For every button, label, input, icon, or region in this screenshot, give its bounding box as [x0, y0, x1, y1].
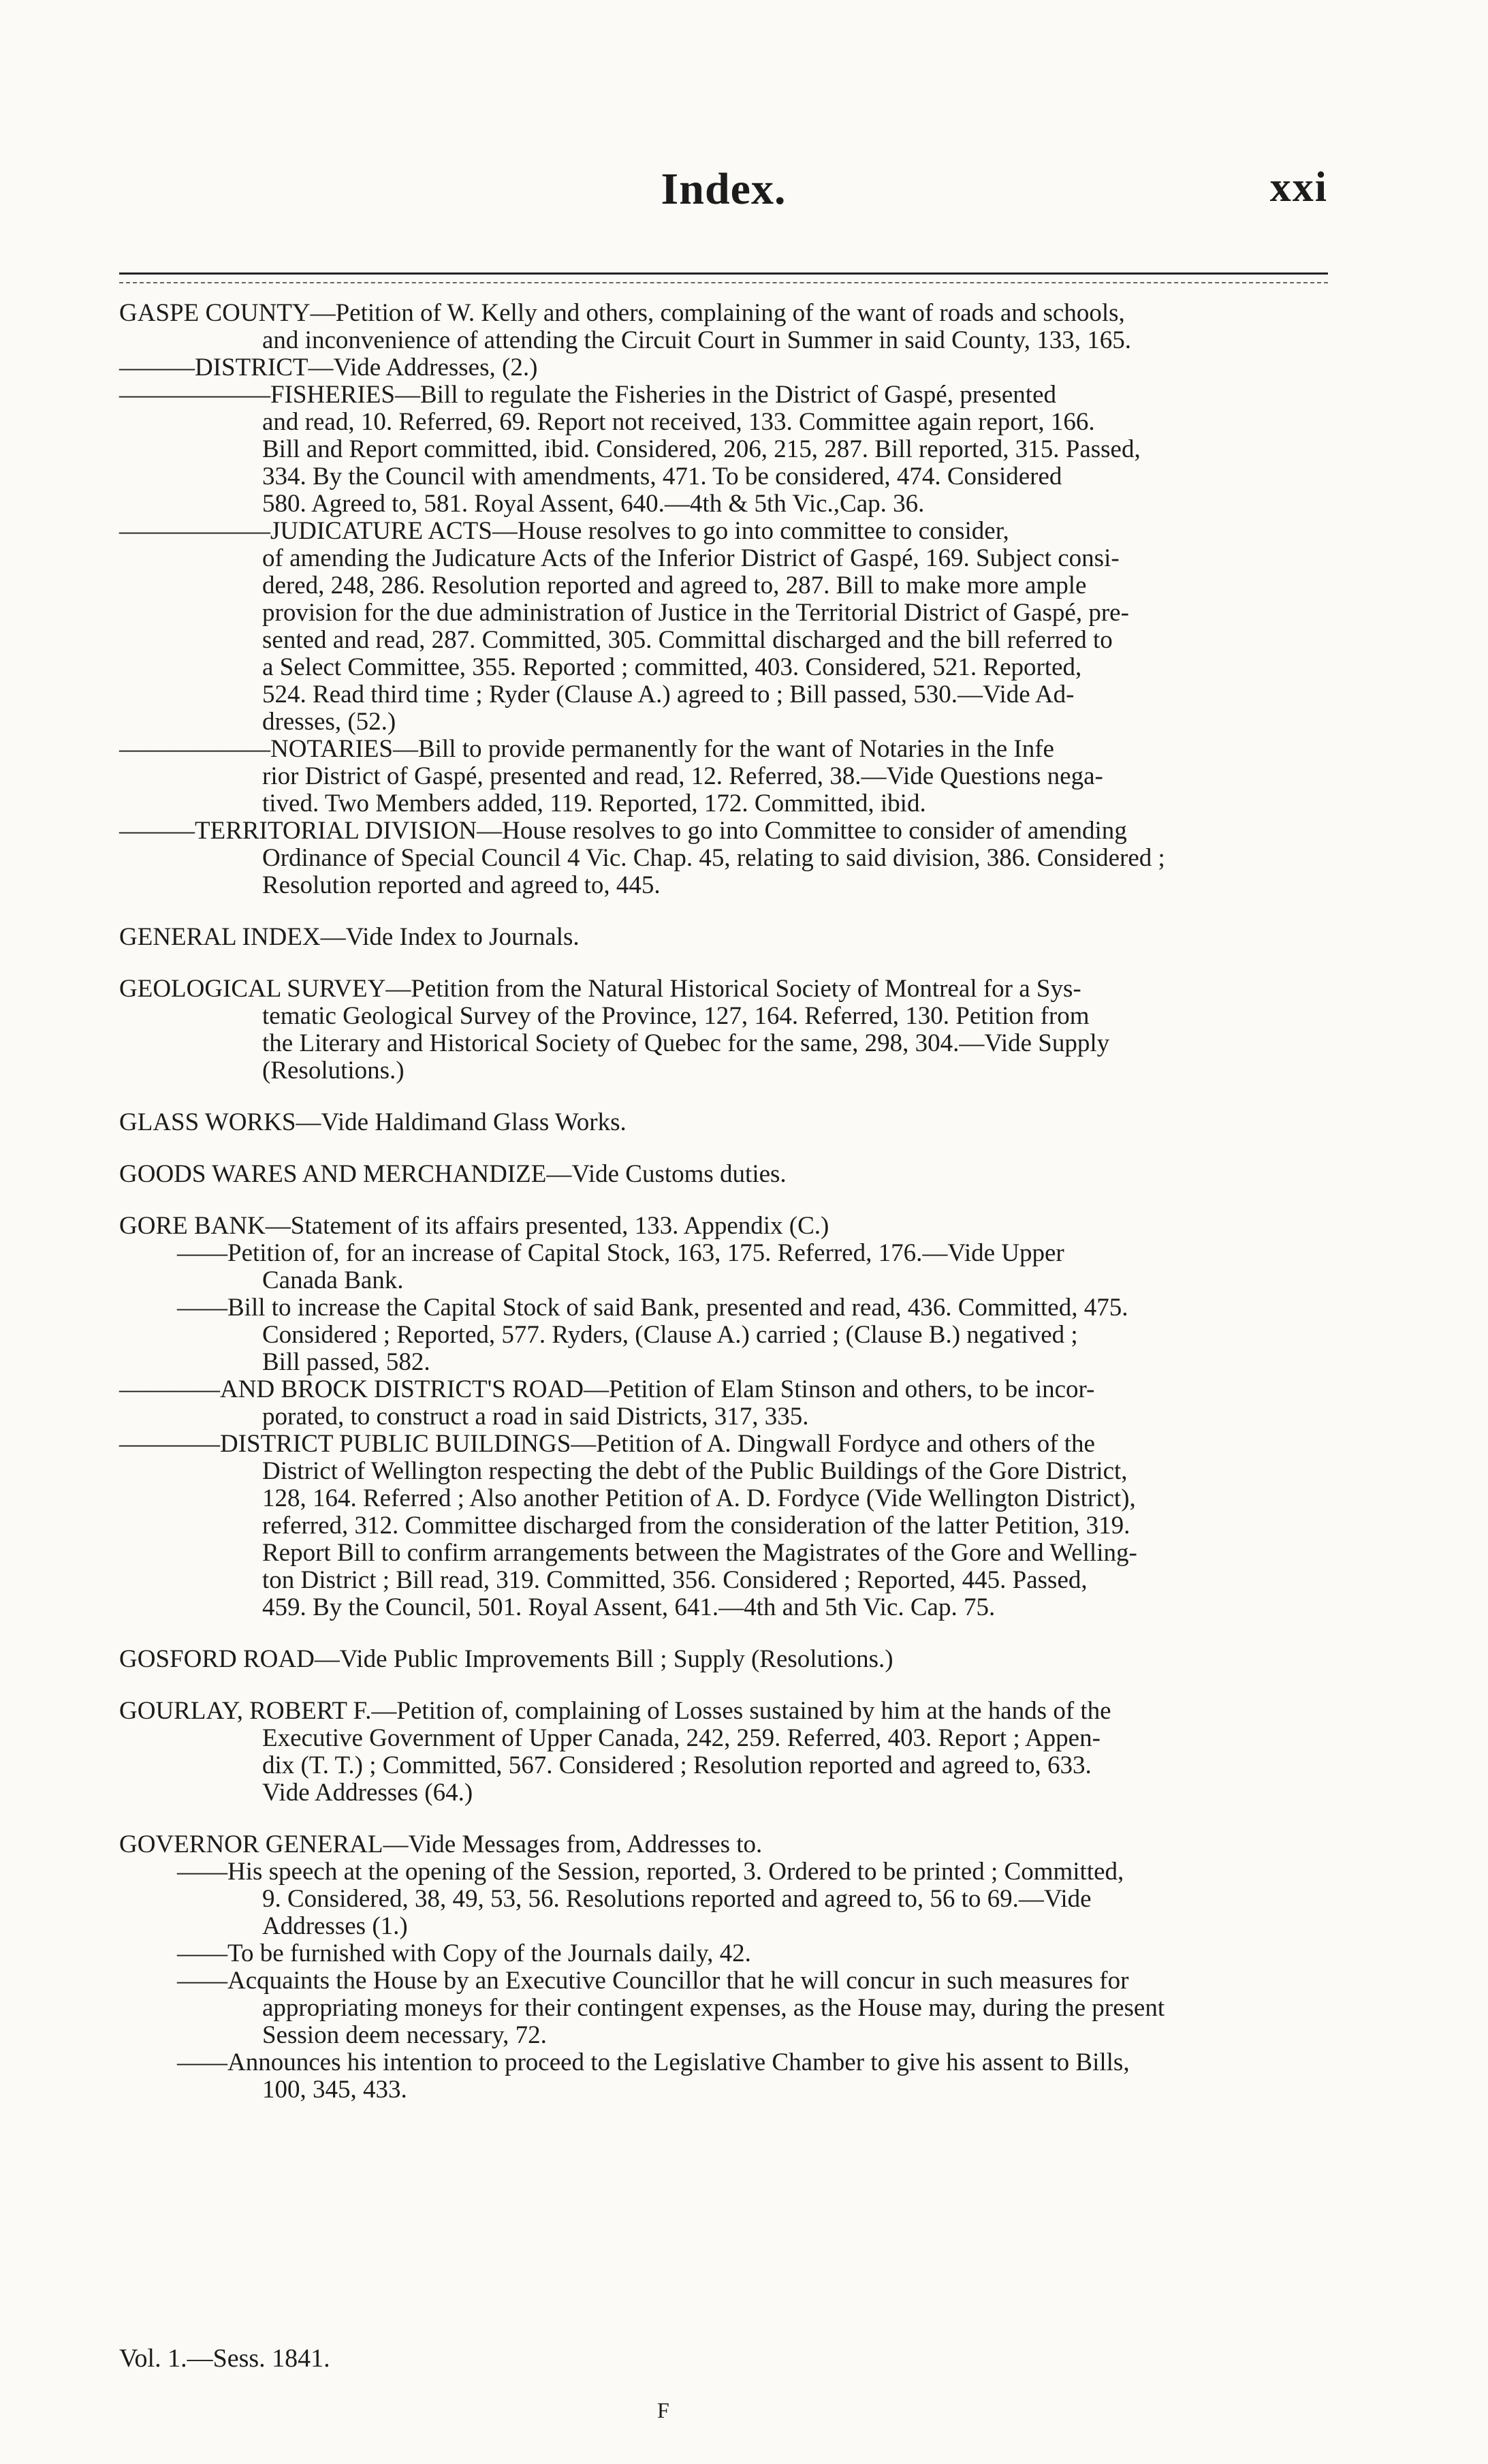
index-line: sented and read, 287. Committed, 305. Committal discharged and the bill referred to — [262, 626, 1113, 654]
index-line: ———TERRITORIAL DIVISION—House resolves to go into Committee to consider of amending — [119, 817, 1127, 845]
index-entry — [119, 300, 1328, 899]
index-entry — [119, 1161, 1328, 1188]
index-line: (Resolutions.) — [262, 1057, 405, 1085]
index-line: tematic Geological Survey of the Province, 127, 164. Referred, 130. Petition from — [262, 1002, 1090, 1030]
index-line: ———DISTRICT—Vide Addresses, (2.) — [119, 354, 538, 381]
index-line: GOURLAY, ROBERT F.—Petition of, complaining of Losses sustained by him at the hands of the — [119, 1697, 1111, 1725]
index-entry — [119, 1831, 1328, 2104]
index-line: Session deem necessary, 72. — [262, 2021, 547, 2049]
index-line: ——————FISHERIES—Bill to regulate the Fisheries in the District of Gaspé, presented — [119, 381, 1056, 409]
index-line: 100, 345, 433. — [262, 2076, 407, 2104]
index-line: 9. Considered, 38, 49, 53, 56. Resolutions reported and agreed to, 56 to 69.—Vide — [262, 1885, 1092, 1913]
footer-volume: Vol. 1.—Sess. 1841. — [119, 2344, 330, 2373]
index-line: GEOLOGICAL SURVEY—Petition from the Natural Historical Society of Montreal for a Sys- — [119, 975, 1081, 1003]
index-line: Considered ; Reported, 577. Ryders, (Clause A.) carried ; (Clause B.) negatived ; — [262, 1321, 1078, 1349]
header-rule — [119, 272, 1328, 275]
index-line: dresses, (52.) — [262, 708, 396, 736]
index-line: GOVERNOR GENERAL—Vide Messages from, Addresses to. — [119, 1830, 763, 1858]
index-entry — [119, 1698, 1328, 1807]
index-entry — [119, 1109, 1328, 1136]
index-line: provision for the due administration of Justice in the Territorial District of Gaspé, pre- — [262, 599, 1129, 627]
index-line: Resolution reported and agreed to, 445. — [262, 871, 661, 899]
index-line: rior District of Gaspé, presented and read, 12. Referred, 38.—Vide Questions nega- — [262, 762, 1103, 790]
index-line: tived. Two Members added, 119. Reported, 172. Committed, ibid. — [262, 790, 926, 817]
index-line: and read, 10. Referred, 69. Report not received, 133. Committee again report, 166. — [262, 408, 1095, 436]
index-line: 459. By the Council, 501. Royal Assent, 641.—4th and 5th Vic. Cap. 75. — [262, 1593, 996, 1621]
index-line: Bill and Report committed, ibid. Considered, 206, 215, 287. Bill reported, 315. Passed, — [262, 435, 1141, 463]
index-line: ——Announces his intention to proceed to the Legislative Chamber to give his assent to Bills, — [177, 2048, 1130, 2076]
index-line: GLASS WORKS—Vide Haldimand Glass Works. — [119, 1108, 627, 1136]
index-line: ——His speech at the opening of the Session, reported, 3. Ordered to be printed ; Committed, — [177, 1858, 1124, 1886]
index-content — [119, 300, 1328, 2128]
index-line: 524. Read third time ; Ryder (Clause A.) agreed to ; Bill passed, 530.—Vide Ad- — [262, 681, 1075, 708]
index-line: Ordinance of Special Council 4 Vic. Chap. 45, relating to said division, 386. Considered ; — [262, 844, 1165, 872]
index-line: dix (T. T.) ; Committed, 567. Considered ; Resolution reported and agreed to, 633. — [262, 1751, 1092, 1779]
index-line: ——To be furnished with Copy of the Journals daily, 42. — [177, 1939, 751, 1967]
header-rule-dashed — [119, 282, 1328, 283]
page-title: Index. — [661, 164, 787, 214]
index-line: ——————JUDICATURE ACTS—House resolves to go into committee to consider, — [119, 517, 1009, 545]
index-line: ————DISTRICT PUBLIC BUILDINGS—Petition of A. Dingwall Fordyce and others of the — [119, 1430, 1095, 1458]
index-line: GOODS WARES AND MERCHANDIZE—Vide Customs duties. — [119, 1160, 787, 1188]
page-header — [119, 163, 1328, 225]
index-line: porated, to construct a road in said Districts, 317, 335. — [262, 1403, 809, 1431]
index-line: a Select Committee, 355. Reported ; committed, 403. Considered, 521. Reported, — [262, 653, 1082, 681]
footer-signature: F — [657, 2398, 669, 2422]
index-entry — [119, 1646, 1328, 1673]
index-entry — [119, 976, 1328, 1085]
index-line: ——Petition of, for an increase of Capital Stock, 163, 175. Referred, 176.—Vide Upper — [177, 1239, 1064, 1267]
index-entry — [119, 1213, 1328, 1621]
index-line: Vide Addresses (64.) — [262, 1779, 473, 1807]
index-line: GOSFORD ROAD—Vide Public Improvements Bill ; Supply (Resolutions.) — [119, 1645, 893, 1673]
index-line: Addresses (1.) — [262, 1912, 408, 1940]
index-line: of amending the Judicature Acts of the Inferior District of Gaspé, 169. Subject consi- — [262, 544, 1120, 572]
index-line: referred, 312. Committee discharged from the consideration of the latter Petition, 319. — [262, 1512, 1130, 1540]
index-line: GORE BANK—Statement of its affairs presented, 133. Appendix (C.) — [119, 1212, 829, 1240]
index-line: Executive Government of Upper Canada, 242, 259. Referred, 403. Report ; Appen- — [262, 1724, 1101, 1752]
index-line: ton District ; Bill read, 319. Committed, 356. Considered ; Reported, 445. Passed, — [262, 1566, 1088, 1594]
index-line: District of Wellington respecting the debt of the Public Buildings of the Gore District, — [262, 1457, 1128, 1485]
page-number: xxi — [1269, 164, 1328, 210]
index-line: Bill passed, 582. — [262, 1348, 430, 1376]
index-entry — [119, 924, 1328, 951]
index-line: ——————NOTARIES—Bill to provide permanently for the want of Notaries in the Infe — [119, 735, 1054, 763]
index-line: Report Bill to confirm arrangements between the Magistrates of the Gore and Welling- — [262, 1539, 1137, 1567]
index-line: Canada Bank. — [262, 1266, 404, 1294]
index-line: the Literary and Historical Society of Quebec for the same, 298, 304.—Vide Supply — [262, 1029, 1110, 1057]
index-line: GENERAL INDEX—Vide Index to Journals. — [119, 923, 580, 951]
index-line: dered, 248, 286. Resolution reported and agreed to, 287. Bill to make more ample — [262, 572, 1087, 599]
index-line: 128, 164. Referred ; Also another Petition of A. D. Fordyce (Vide Wellington District), — [262, 1484, 1136, 1512]
index-line: ————AND BROCK DISTRICT'S ROAD—Petition of Elam Stinson and others, to be incor- — [119, 1375, 1095, 1403]
index-line: 580. Agreed to, 581. Royal Assent, 640.—4th & 5th Vic.,Cap. 36. — [262, 490, 925, 518]
index-line: and inconvenience of attending the Circuit Court in Summer in said County, 133, 165. — [262, 326, 1131, 354]
index-line: GASPE COUNTY—Petition of W. Kelly and others, complaining of the want of roads and schools, — [119, 299, 1125, 327]
index-line: 334. By the Council with amendments, 471. To be considered, 474. Considered — [262, 463, 1062, 490]
index-line: appropriating moneys for their contingent expenses, as the House may, during the present — [262, 1994, 1165, 2022]
index-line: ——Acquaints the House by an Executive Councillor that he will concur in such measures for — [177, 1967, 1129, 1995]
index-line: ——Bill to increase the Capital Stock of said Bank, presented and read, 436. Committed, 475. — [177, 1294, 1128, 1322]
